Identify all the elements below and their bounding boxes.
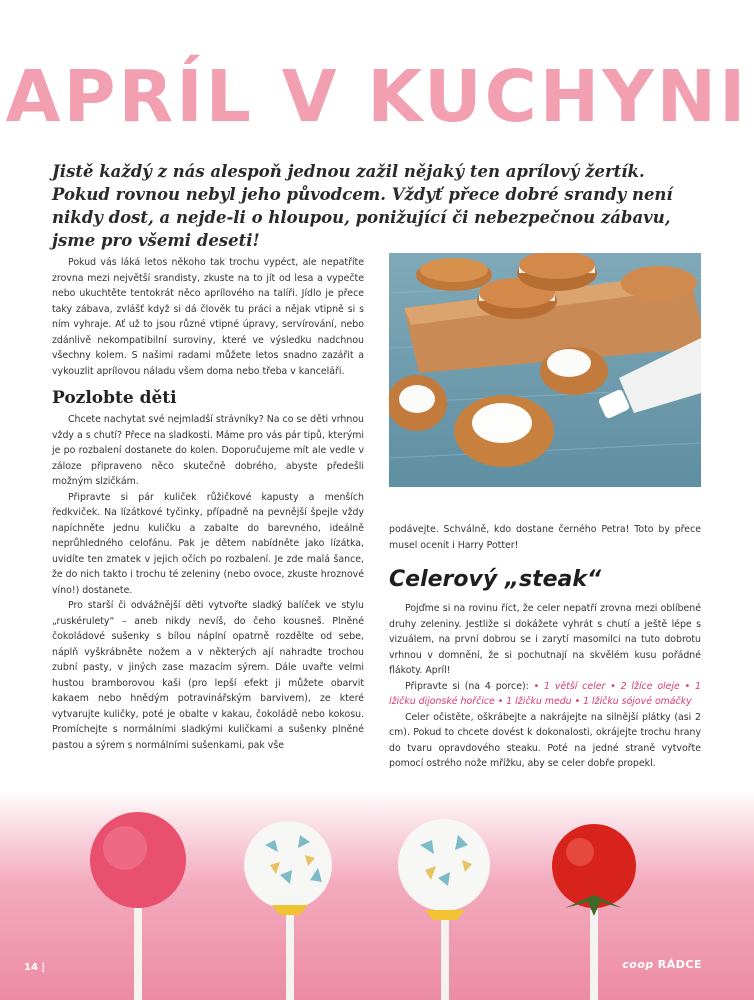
celery-paragraph-2: Celer očistěte, oškrábejte a nakrájejte na silnější plátky (asi 2 cm). Pokud to chcete dovést k dokonalosti, okrájejte trochu hrany do tvaru opravdového steaku. Poté na jedné straně vytvořte pomocí ostrého nože mřížku, aby se celer dobře propekl.: [389, 711, 701, 769]
brand-name: coop: [622, 958, 654, 971]
celery-paragraph-1: Pojďme si na rovinu říct, že celer nepatří zrovna mezi oblíbené druhy zeleniny. Jestliže si dokážete vyhrát s chutí a ještě lépe s vizuálem, na první dobrou se i zarytí masomilci na tuto dobrotu vrhnou v domnění, že si pochutnají na skvělém kusu pořádné flákoty. Apríl!: [389, 603, 701, 676]
page-number: 14 |: [24, 962, 46, 973]
section-heading-celery: Celerový „steak“: [389, 567, 602, 592]
page-title: APRÍL V KUCHYNI: [5, 55, 749, 138]
section-heading-kids: Pozlobte děti: [52, 388, 177, 408]
continued-paragraph: podávejte. Schválně, kdo dostane černého Petra! Toto by přece musel ocenit i Harry Potter!: [389, 524, 701, 551]
magazine-name: RÁDCE: [657, 958, 702, 971]
left-column: [52, 255, 364, 753]
prep-label: Připravte si (na 4 porce):: [405, 680, 529, 692]
intro-paragraph: Pokud vás láká letos někoho tak trochu vypéct, ale nepatříte zrovna mezi největší srandisty, zkuste na to jít od lesa a vypečte nebo ukuchtěte tentokrát něco aprílového na talíři. Jídlo je přece taky zábava, zvlášť když si dá člověk tu práci a nějak vtipně si s ním vyhraje. Ať už to jsou různé vtipné úpravy, servírování, nebo zdánlivě nekompatibilní suroviny, které ve výsledku nadchnou všechny kolem. S našimi radami můžete letos snadno zazářit a vykouzlit aprílovou náladu všem doma nebo třeba v kanceláři.: [52, 257, 364, 377]
lead-paragraph: Jistě každý z nás alespoň jednou zažil nějaký ten aprílový žertík. Pokud rovnou nebyl jeho původcem. Vždyť přece dobré srandy není nikdy dost, a nejde-li o hloupou, ponižující či nebezpečnou zábavu, jsme pro všemi deseti!: [52, 162, 673, 250]
right-column: [389, 522, 701, 772]
kids-paragraph-3: Pro starší či odvážnější děti vytvořte sladký balíček ve stylu „ruskérulety“ – aneb nikdy nevíš, do čeho kousneš. Plněné čokoládové sušenky s bílou náplní opatrně rozdělte od sebe, náplň vyškrábněte nožem a v některých ají nahradte trochou zubní pasty, v jiných zase mazacím sýrem. Dále uvařte velmi hustou bramborovou kaši (pro lepší efekt ji můžete obarvit kakaem nebo hnědým potravinářským barvivem), ze které vytvarujte kuličky, poté je obalte v kakau, čokoládě nebo kokosu. Promíchejte s normálními sladkými kuličkami a sušenky plněné pastou a sýrem s normálními sušenkami, pak vše: [52, 600, 364, 751]
cookies-photo: [389, 253, 701, 487]
kids-paragraph-2: Připravte si pár kuliček růžičkové kapusty a menších ředkviček. Na lízátkové tyčinky, případně na pevnější špejle vždy napíchněte jednu kuličku a zabalte do barevného, ideálně neprůhledného celofánu. Pak je dětem nabídněte jako lízátka, uvidíte ten zmatek v jejich očích po rozbalení. Je zde malá šance, že do nich takto i trochu té zeleniny (nebo ovoce, zkuste hroznové víno!) dostanete.: [52, 491, 364, 596]
ingredients-list: • 1 větší celer • 2 lžíce oleje • 1 lžičku dijonské hořčice • 1 lžičku medu • 1 lžičku sójové omáčky: [389, 680, 702, 707]
magazine-logo: [622, 958, 702, 971]
ingredients-paragraph: [389, 679, 701, 710]
kids-paragraph-1: Chcete nachytat své nejmladší strávníky? Na co se děti vrhnou vždy a s chutí? Přece na sladkosti. Máme pro vás pár tipů, kterými je po rozbalení dostanete do kolen. Doporučujeme mít ale vedle v záloze připraveno něco skutečně dobrého, abyste předešli možným slzičkám.: [52, 414, 364, 487]
